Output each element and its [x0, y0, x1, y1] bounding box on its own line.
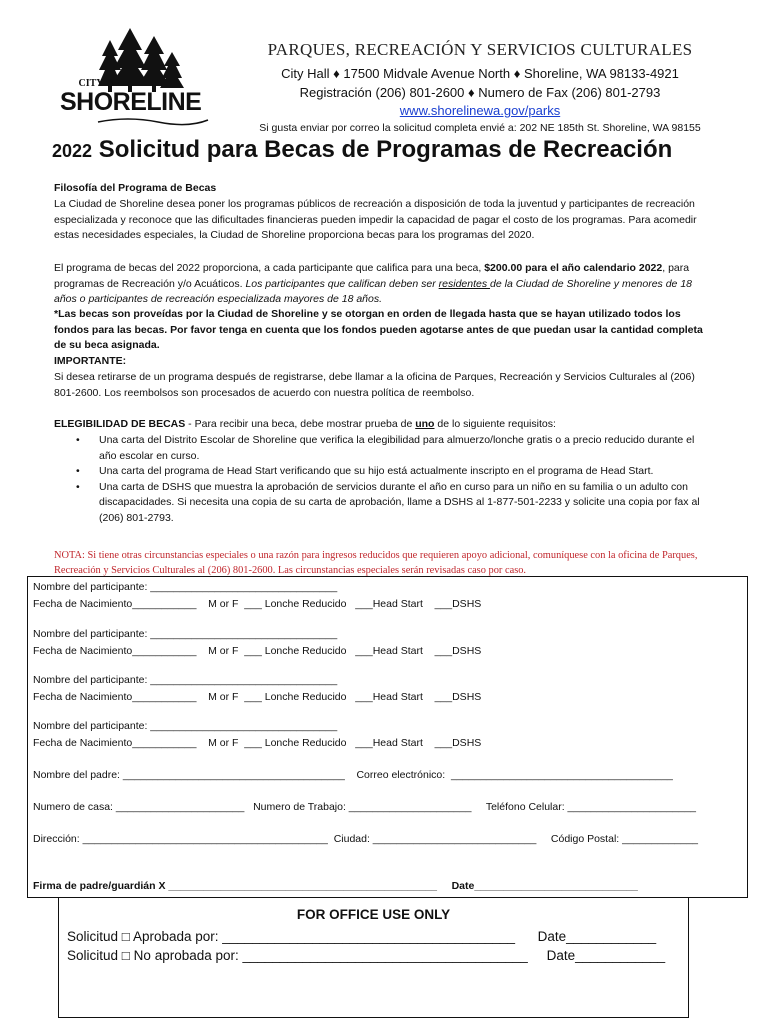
- participant-name-field-4[interactable]: Nombre del participante: ________________________________: [33, 720, 338, 732]
- philosophy-heading: Filosofía del Programa de Becas: [54, 182, 217, 194]
- logo-shoreline: SHORELINE: [60, 88, 202, 116]
- participant-name-field-1[interactable]: Nombre del participante: ________________________________: [33, 581, 338, 593]
- approved-row[interactable]: Solicitud □ Aprobada por: _______________________________________ Date____________: [67, 929, 657, 944]
- participant-name-field-2[interactable]: Nombre del participante: ________________________________: [33, 628, 338, 640]
- office-use-title: FOR OFFICE USE ONLY: [296, 907, 451, 922]
- list-item: • Una carta de DSHS que muestra la aprobación de servicios durante el año en curso para un niño en su familia o un adulto con discapacidades. Si necesita una copia de su carta de aprobación, llame a DSHS al 1-877-501-2233 y solicite una copia por fax al (206) 801-2793.: [54, 480, 714, 527]
- important-body: Si desea retirarse de un programa después de registrarse, debe llamar a la oficina de Parques, Recreación y Servicios Culturales al (206) 801-2600. Los reembolsos son procesados de acuerdo con nuestra política de reembolso.: [54, 371, 695, 399]
- participant-name-field-3[interactable]: Nombre del participante: ________________________________: [33, 674, 338, 686]
- phone-numbers-row[interactable]: Numero de casa: ______________________ Numero de Trabajo: _____________________ Teléfono Celular: ______________________: [33, 801, 697, 813]
- eligibility-uno: uno: [415, 418, 435, 430]
- program-paragraph: [54, 261, 714, 308]
- address-row[interactable]: Dirección: __________________________________________ Ciudad: ____________________________ Código Postal: _____________: [33, 833, 699, 845]
- program-text-d: Los participantes que califican deben ser: [245, 277, 439, 290]
- program-residents: residentes: [438, 277, 491, 290]
- important-label: IMPORTANTE:: [54, 355, 127, 367]
- title-year: 2022: [52, 141, 93, 161]
- title-text: Solicitud para Becas de Programas de Recreación: [98, 136, 673, 163]
- parent-email-row[interactable]: Nombre del padre: ______________________________________ Correo electrónico: ______________________________________: [33, 769, 673, 781]
- logo-city-of: CITY OF: [78, 78, 120, 89]
- participant-birth-row-3[interactable]: Fecha de Nacimiento___________ M or F ___ Lonche Reducido ___Head Start ___DSHS: [33, 691, 482, 703]
- website-link[interactable]: www.shorelinewa.gov/parks: [399, 103, 561, 118]
- participant-birth-row-1[interactable]: Fecha de Nacimiento___________ M or F ___ Lonche Reducido ___Head Start ___DSHS: [33, 598, 482, 610]
- participant-birth-row-4[interactable]: Fecha de Nacimiento___________ M or F ___ Lonche Reducido ___Head Start ___DSHS: [33, 737, 482, 749]
- address-line: City Hall ♦ 17500 Midvale Avenue North ♦ Shoreline, WA 98133-4921: [281, 66, 679, 81]
- funding-note: *Las becas son proveídas por la Ciudad de Shoreline y se otorgan en orden de llegada hasta que se hayan utilizado todos los fondos para las becas. Por favor tenga en cuenta que los fondos pueden agotarse antes de que puedan usar la cantidad completa de su beca asignada.: [54, 308, 703, 351]
- not-approved-row[interactable]: Solicitud □ No aprobada por: ______________________________________ Date____________: [67, 948, 666, 963]
- nota-text: NOTA: Si tiene otras circunstancias especiales o una razón para ingresos reducidos que requieren apoyo adicional, comuníquese con la oficina de Parques, Recreación y Servicios Culturales al (206) 801-2600. Las circunstancias especiales serán revisadas caso por caso.: [54, 550, 698, 576]
- eligibility-intro: [54, 417, 714, 433]
- program-text-f: de la Ciudad de Shoreline y menores de 18 años o participantes de recreación especializada mayores de 18 años.: [54, 277, 692, 305]
- program-text-a: El programa de becas del 2022 proporciona, a cada participante que califica para una beca,: [54, 262, 485, 274]
- page-title: [52, 136, 732, 164]
- eligibility-list: [54, 433, 714, 526]
- eligibility-text-c: de lo siguiente requisitos:: [434, 418, 556, 430]
- mail-note: Si gusta enviar por correo la solicitud completa envié a: 202 NE 185th St. Shoreline, WA 98155: [259, 122, 701, 134]
- list-item: • Una carta del Distrito Escolar de Shoreline que verifica la elegibilidad para almuerzo/lonche gratis o a precio reducido durante el año escolar en curso.: [54, 433, 714, 464]
- participant-birth-row-2[interactable]: Fecha de Nacimiento___________ M or F ___ Lonche Reducido ___Head Start ___DSHS: [33, 645, 482, 657]
- department-heading: PARQUES, RECREACIÓN Y SERVICIOS CULTURALES: [267, 40, 693, 59]
- city-logo: [58, 24, 220, 128]
- eligibility-label: ELEGIBILIDAD DE BECAS: [54, 418, 186, 430]
- list-item: • Una carta del programa de Head Start verificando que su hijo está actualmente inscripto en el programa de Head Start.: [54, 464, 714, 480]
- philosophy-body: La Ciudad de Shoreline desea poner los programas públicos de recreación a disposición de toda la juventud y participantes de recreación especializada y reconoce que las dificultades financieras pueden impedir la capacidad de pagar el costo de los programas. Para acomedir estas necesidades especiales, la Ciudad de Shoreline proporciona becas para los programas del 2020.: [54, 198, 697, 241]
- eligibility-text-a: - Para recibir una beca, debe mostrar prueba de: [185, 418, 416, 430]
- signature-row[interactable]: Firma de padre/guardián X ______________________________________________ Date____________________________: [33, 880, 638, 892]
- program-amount: $200.00 para el año calendario 2022: [484, 262, 663, 274]
- program-text-c: , para programas de Recreación y/o Acuáticos.: [54, 262, 690, 290]
- phone-line: Registración (206) 801-2600 ♦ Numero de Fax (206) 801-2793: [299, 85, 661, 100]
